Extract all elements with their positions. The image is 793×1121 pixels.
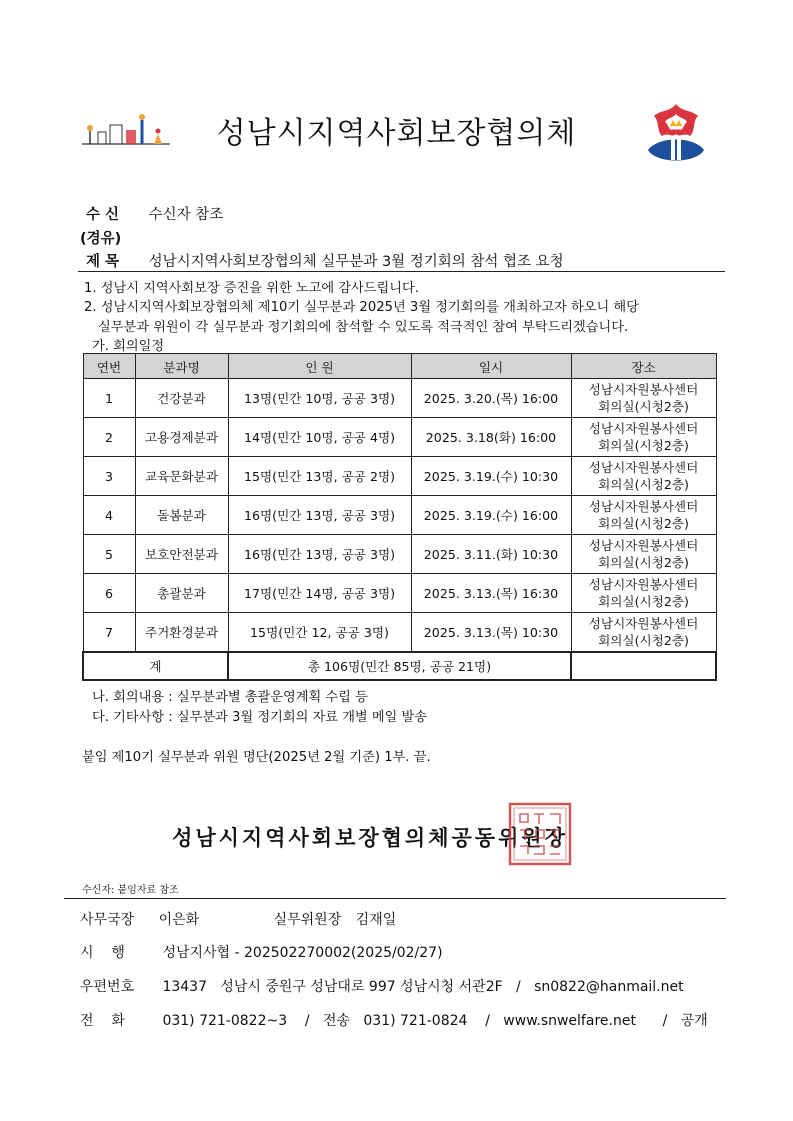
recipient-row — [86, 203, 223, 224]
cell-members: 16명(민간 13명, 공공 3명) — [228, 496, 411, 535]
subject-label: 제 목 — [86, 254, 120, 270]
cell-no: 7 — [83, 613, 135, 653]
place-line-2: 회의실(시청2층) — [598, 633, 689, 648]
col-header-no: 연번 — [83, 354, 135, 379]
cell-no: 5 — [83, 535, 135, 574]
table-row — [83, 457, 716, 496]
committee-name: 김재일 — [355, 912, 397, 928]
cell-place — [571, 496, 716, 535]
cell-name: 교육문화분과 — [135, 457, 228, 496]
table-row — [83, 418, 716, 457]
cell-datetime: 2025. 3.20.(목) 16:00 — [411, 379, 571, 418]
col-header-datetime: 일시 — [411, 354, 571, 379]
meeting-content-note: 나. 회의내용 : 실무분과별 총괄운영계획 수립 등 — [92, 690, 368, 705]
cell-datetime: 2025. 3.18(화) 16:00 — [411, 418, 571, 457]
place-line-1: 성남시자원봉사센터 — [588, 421, 699, 436]
cell-members: 15명(민간 12, 공공 3명) — [228, 613, 411, 653]
tel-value: 031) 721-0822~3 / 전송 031) 721-0824 / www.snwelfare.net / 공개 — [162, 1013, 708, 1029]
recipient-label: 수 신 — [86, 207, 120, 223]
place-line-1: 성남시자원봉사센터 — [588, 616, 699, 631]
place-line-2: 회의실(시청2층) — [598, 516, 689, 531]
cell-datetime: 2025. 3.11.(화) 10:30 — [411, 535, 571, 574]
header-divider — [78, 271, 725, 272]
subject-row — [86, 250, 564, 271]
place-line-2: 회의실(시청2층) — [598, 477, 689, 492]
body-line-1: 1. 성남시 지역사회보장 증진을 위한 노고에 감사드립니다. — [84, 281, 419, 296]
place-line-2: 회의실(시청2층) — [598, 438, 689, 453]
total-value: 총 106명(민간 85명, 공공 21명) — [228, 652, 571, 680]
cell-no: 3 — [83, 457, 135, 496]
table-header-row — [83, 354, 716, 379]
cell-name: 보호안전분과 — [135, 535, 228, 574]
place-line-1: 성남시자원봉사센터 — [588, 499, 699, 514]
footer-address-row — [80, 976, 684, 996]
attachment-line: 붙임 제10기 실무분과 위원 명단(2025년 2월 기준) 1부. 끝. — [82, 750, 431, 765]
place-line-1: 성남시자원봉사센터 — [588, 577, 699, 592]
footer-tel-row — [80, 1010, 708, 1030]
col-header-members: 인 원 — [228, 354, 411, 379]
via-row — [80, 227, 121, 248]
cell-name: 건강분과 — [135, 379, 228, 418]
place-line-2: 회의실(시청2층) — [598, 594, 689, 609]
cell-members: 13명(민간 10명, 공공 3명) — [228, 379, 411, 418]
table-row — [83, 613, 716, 653]
cell-datetime: 2025. 3.13.(목) 10:30 — [411, 613, 571, 653]
org-title: 성남시지역사회보장협의체 — [216, 116, 577, 151]
tel-label: 전 화 — [80, 1013, 125, 1029]
cell-place — [571, 535, 716, 574]
zip-label: 우편번호 — [80, 979, 135, 995]
cell-place — [571, 574, 716, 613]
table-total-row — [83, 652, 716, 680]
col-header-place: 장소 — [571, 354, 716, 379]
signature-title: 성남시지역사회보장협의체공동위원장 — [172, 826, 568, 850]
cell-no: 2 — [83, 418, 135, 457]
total-label: 계 — [83, 652, 228, 680]
cell-no: 1 — [83, 379, 135, 418]
footer-divider — [64, 898, 726, 899]
place-line-2: 회의실(시청2층) — [598, 399, 689, 414]
cell-datetime: 2025. 3.13.(목) 16:30 — [411, 574, 571, 613]
cell-no: 4 — [83, 496, 135, 535]
cell-members: 14명(민간 10명, 공공 4명) — [228, 418, 411, 457]
place-line-1: 성남시자원봉사센터 — [588, 538, 699, 553]
table-row — [83, 574, 716, 613]
secretary-label: 사무국장 — [80, 912, 135, 928]
place-line-2: 회의실(시청2층) — [598, 555, 689, 570]
table-row — [83, 379, 716, 418]
schedule-heading: 가. 회의일정 — [92, 339, 165, 354]
cell-place — [571, 379, 716, 418]
meeting-schedule-table — [82, 353, 717, 681]
official-seal-icon — [508, 802, 572, 866]
cell-members: 17명(민간 14명, 공공 3명) — [228, 574, 411, 613]
cell-datetime: 2025. 3.19.(수) 16:00 — [411, 496, 571, 535]
subject-value: 성남시지역사회보장협의체 실무분과 3월 정기회의 참석 협조 요청 — [148, 254, 564, 270]
cell-name: 총괄분과 — [135, 574, 228, 613]
zip-value: 13437 성남시 중원구 성남대로 997 성남시청 서관2F / sn0822@hanmail.net — [162, 979, 684, 995]
body-line-2: 2. 성남시지역사회보장협의체 제10기 실무분과 2025년 3월 정기회의를 개최하고자 하오니 해당 — [84, 300, 639, 315]
cell-members: 16명(민간 13명, 공공 3명) — [228, 535, 411, 574]
issue-value: 성남지사협 - 202502270002(2025/02/27) — [162, 945, 443, 961]
cell-name: 돌봄분과 — [135, 496, 228, 535]
secretary-name: 이은화 — [158, 912, 200, 928]
footer-staff-row — [80, 909, 396, 929]
cell-name: 고용경제분과 — [135, 418, 228, 457]
place-line-1: 성남시자원봉사센터 — [588, 382, 699, 397]
place-line-1: 성남시자원봉사센터 — [588, 460, 699, 475]
recipient-value: 수신자 참조 — [148, 207, 224, 223]
etc-note: 다. 기타사항 : 실무분과 3월 정기회의 자료 개별 메일 발송 — [92, 710, 428, 725]
col-header-name: 분과명 — [135, 354, 228, 379]
cell-place — [571, 418, 716, 457]
cell-members: 15명(민간 13명, 공공 2명) — [228, 457, 411, 496]
cell-datetime: 2025. 3.19.(수) 10:30 — [411, 457, 571, 496]
cell-no: 6 — [83, 574, 135, 613]
cell-place — [571, 613, 716, 653]
via-label: (경유) — [80, 231, 122, 247]
total-place-empty — [571, 652, 716, 680]
committee-label: 실무위원장 — [273, 912, 342, 928]
issue-label: 시 행 — [80, 945, 125, 961]
body-line-3: 실무분과 위원이 각 실무분과 정기회의에 참석할 수 있도록 적극적인 참여 부탁드리겠습니다. — [98, 320, 629, 335]
footer-issue-row — [80, 942, 443, 962]
recipient-note: 수신자: 붙임자료 참조 — [82, 885, 179, 896]
table-row — [83, 496, 716, 535]
table-row — [83, 535, 716, 574]
cell-name: 주거환경분과 — [135, 613, 228, 653]
cell-place — [571, 457, 716, 496]
